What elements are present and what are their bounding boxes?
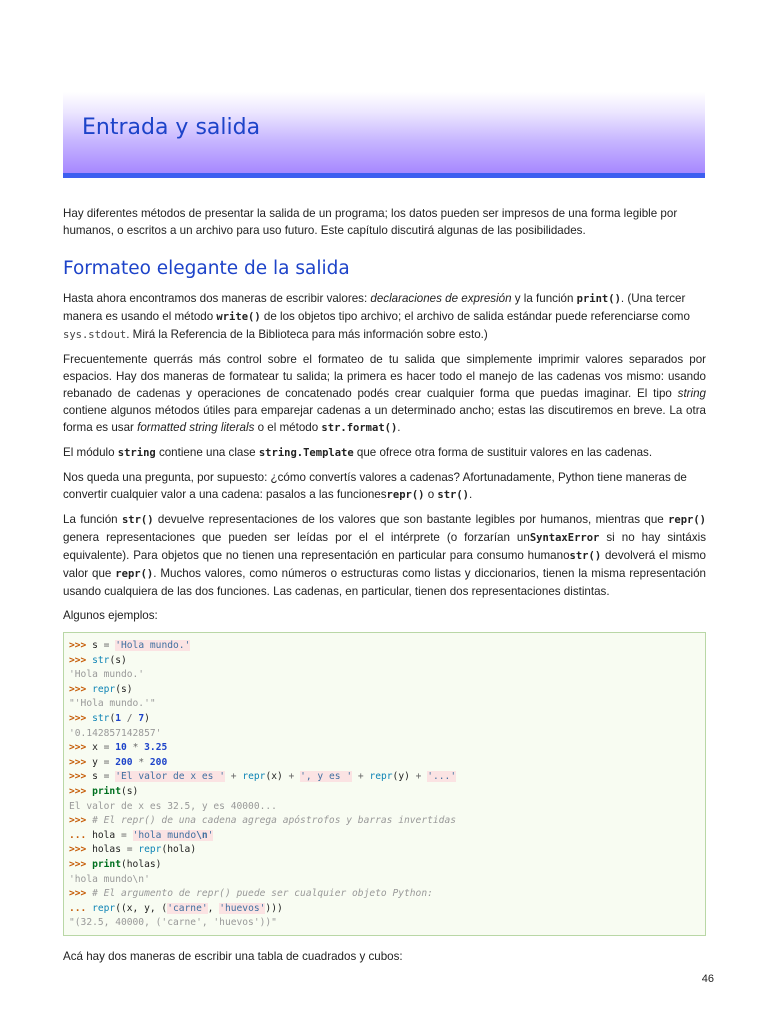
code-token: str <box>92 654 110 666</box>
code-token: 7 <box>138 712 145 724</box>
code-line <box>69 800 699 815</box>
paragraph-examples-intro: Algunos ejemplos: <box>63 609 158 622</box>
code-line <box>69 712 699 727</box>
code-token: , <box>207 902 220 914</box>
code-token: ))) <box>265 902 283 914</box>
emphasis-expression-statements: declaraciones de expresión <box>370 292 512 305</box>
code-token: + <box>230 771 237 783</box>
code-token: >>> <box>69 844 93 856</box>
code-token: ... <box>69 902 93 914</box>
code-token: holas <box>92 844 127 856</box>
code-token: >>> <box>69 683 93 695</box>
code-token: = <box>103 742 110 754</box>
emphasis-formatted-string-literals: formatted string literals <box>137 421 255 434</box>
code-line <box>69 814 699 829</box>
code-str: str() <box>437 489 469 501</box>
code-token: >>> <box>69 712 93 724</box>
code-token: ... <box>69 829 93 841</box>
code-write: write() <box>216 311 261 323</box>
section-title: Formateo elegante de la salida <box>63 258 350 279</box>
code-token: + <box>415 771 422 783</box>
code-token: ) <box>144 712 150 724</box>
code-token: * <box>132 742 139 754</box>
code-token: / <box>126 712 133 724</box>
code-line <box>69 654 699 669</box>
code-token: ((x, y, ( <box>115 902 168 914</box>
code-token: = <box>103 771 110 783</box>
code-token: print <box>92 858 121 870</box>
code-repr: repr() <box>386 489 425 501</box>
code-token: = <box>126 844 133 856</box>
code-line <box>69 843 699 858</box>
code-token: str <box>92 712 110 724</box>
code-token: El valor de x es 32.5, y es 40000... <box>69 800 277 812</box>
intro-paragraph: Hay diferentes métodos de presentar la salida de un programa; los datos pueden ser impresos de una forma legible por humanos, o escritos a un archivo para uso futuro. Este capítulo discutirá algunas de las posibilidades. <box>63 207 678 237</box>
chapter-title: Entrada y salida <box>82 115 261 140</box>
code-token: >>> <box>69 858 93 870</box>
code-token: print <box>92 785 121 797</box>
paragraph-str-vs-repr: La función str() devuelve representaciones de los valores que son bastante legibles por humanos, mientras que repr() genera representaciones que pueden ser leídas por el el intérprete (o forzarían unSyntaxError si no hay sintáxis equivalente). Para objetos que no tienen una representación en particular para consumo humanostr() devolverá el mismo valor que repr(). Muchos valores, como números o estructuras como listas y diccionarios, tienen la misma representación usando cualquiera de las dos funciones. Las cadenas, en particular, tienen dos representaciones distintas. <box>63 513 707 598</box>
code-token: 200 <box>115 756 133 768</box>
code-token: + <box>357 771 364 783</box>
code-token: 10 <box>115 742 127 754</box>
code-token: = <box>103 640 110 651</box>
page-content <box>63 205 706 972</box>
code-token: + <box>288 771 295 783</box>
code-line <box>69 668 699 683</box>
code-line <box>69 916 699 931</box>
code-token: = <box>121 829 127 841</box>
code-token: 'Hola mundo.' <box>115 640 191 651</box>
paragraph-formatting-control: Frecuentemente querrás más control sobre el formateo de tu salida que simplemente imprimir valores separados por espacios. Hay dos maneras de formatear tu salida; la primera es hacer todo el manejo de las cadenas vos mismo: usando rebanado de cadenas y operaciones de concatenado podés crear cualquier forma que puedas imaginar. El tipo string contiene algunos métodos útiles para emparejar cadenas a un determinado ancho; estas las discutiremos en breve. La otra forma es usar formatted string literals o el método str.format(). <box>63 353 706 434</box>
code-token: "'Hola mundo.'" <box>69 698 156 710</box>
code-line <box>69 873 699 888</box>
code-line <box>69 756 699 771</box>
code-line <box>69 858 699 873</box>
code-line <box>69 829 699 844</box>
code-token: 200 <box>149 756 168 768</box>
code-token: \n <box>196 829 208 841</box>
code-token: y <box>92 756 104 768</box>
code-line <box>69 741 699 756</box>
code-token: >>> <box>69 815 93 827</box>
code-token: = <box>103 756 110 768</box>
code-token: repr <box>242 771 266 783</box>
code-token: 1 <box>115 712 121 724</box>
paragraph-output-methods: Hasta ahora encontramos dos maneras de escribir valores: declaraciones de expresión y la función print(). (Una tercer manera es usando el método write() de los objetos tipo archivo; el archivo de salida estándar puede referenciarse como sys.stdout. Mirá la Referencia de la Biblioteca para más información sobre esto.) <box>63 292 690 341</box>
code-example-block[interactable] <box>63 632 706 936</box>
code-line <box>69 683 699 698</box>
paragraph-table-intro: Acá hay dos maneras de escribir una tabla de cuadrados y cubos: <box>63 949 403 963</box>
code-token: hola <box>92 829 121 841</box>
code-token: (s) <box>121 785 139 797</box>
code-token: 'hola mundo\n' <box>69 873 150 885</box>
code-str-format: str.format() <box>321 422 398 434</box>
code-token: 'carne' <box>167 902 208 914</box>
code-token: >>> <box>69 888 93 900</box>
code-token: 3.25 <box>144 742 168 754</box>
paragraph-string-module: El módulo string contiene una clase string.Template que ofrece otra forma de sustituir valores en las cadenas. <box>63 446 653 459</box>
code-token: 'Hola mundo.' <box>69 669 145 681</box>
code-token: '...' <box>427 771 457 783</box>
code-token: ( <box>109 712 116 724</box>
code-syntaxerror: SyntaxError <box>529 532 600 544</box>
code-token: repr <box>92 902 116 914</box>
code-token: >>> <box>69 756 93 768</box>
code-token: repr <box>369 771 393 783</box>
code-line <box>69 697 699 712</box>
code-line <box>69 639 699 654</box>
code-line <box>69 770 699 785</box>
code-string-template: string.Template <box>258 447 354 459</box>
code-str: str() <box>121 514 154 526</box>
code-token: '0.142857142857' <box>69 727 162 739</box>
code-token: s <box>92 640 104 651</box>
code-token: >>> <box>69 654 93 666</box>
code-token: (s) <box>115 683 133 695</box>
code-print: print() <box>576 293 621 305</box>
code-token: (y) <box>392 771 416 783</box>
code-token: x <box>92 742 104 754</box>
code-token: # El repr() de una cadena agrega apóstrofos y barras invertidas <box>92 815 456 827</box>
code-str: str() <box>569 550 602 562</box>
code-token: >>> <box>69 771 93 783</box>
code-repr: repr() <box>115 568 154 580</box>
code-line <box>69 727 699 742</box>
page-number: 46 <box>701 973 714 985</box>
code-token: (holas) <box>121 858 162 870</box>
emphasis-string: string <box>677 387 706 400</box>
code-token: ', y es ' <box>300 771 353 783</box>
code-token: 'hola mundo <box>132 829 197 841</box>
code-token: repr <box>138 844 162 856</box>
code-token: >>> <box>69 785 93 797</box>
code-token: * <box>138 756 145 768</box>
chapter-banner <box>63 92 705 178</box>
code-token: s <box>92 771 104 783</box>
code-line <box>69 902 699 917</box>
code-sys-stdout: sys.stdout <box>63 329 127 341</box>
code-token: (x) <box>265 771 289 783</box>
code-line <box>69 887 699 902</box>
code-token: repr <box>92 683 116 695</box>
code-token: "(32.5, 40000, ('carne', 'huevos'))" <box>69 917 277 929</box>
code-string: string <box>117 447 156 459</box>
code-token: 'El valor de x es ' <box>115 771 225 783</box>
code-token: >>> <box>69 742 93 754</box>
code-token: 'huevos' <box>219 902 266 914</box>
code-token: (hola) <box>161 844 197 856</box>
code-token: # El argumento de repr() puede ser cualquier objeto Python: <box>92 888 433 900</box>
paragraph-convert-values: Nos queda una pregunta, por supuesto: ¿cómo convertís valores a cadenas? Afortunadamente, Python tiene maneras de convertir cualquier valor a una cadena: pasalos a las funcionesrepr() o str(). <box>63 471 687 501</box>
code-token: (s) <box>109 654 127 666</box>
code-token: >>> <box>69 640 93 651</box>
code-line <box>69 785 699 800</box>
code-repr: repr() <box>668 514 706 526</box>
code-token: ' <box>207 829 214 841</box>
code-token <box>127 830 133 841</box>
